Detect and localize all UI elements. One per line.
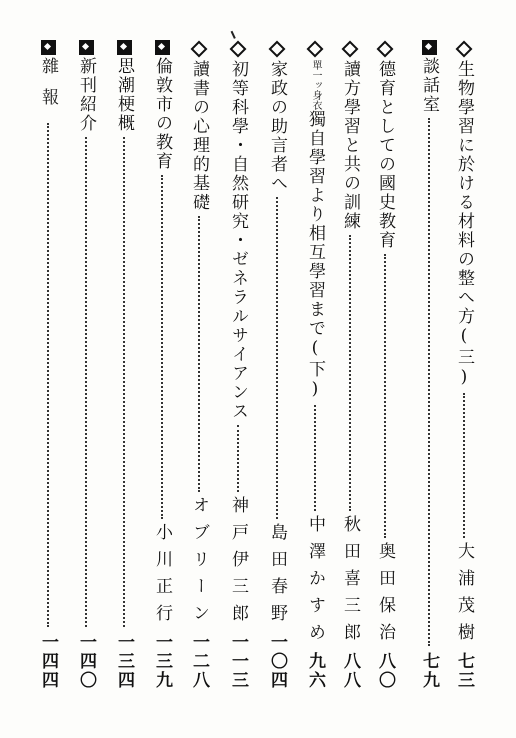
diamond-bullet-icon xyxy=(230,41,247,58)
entry-title: 家政の助言者へ xyxy=(267,60,287,193)
toc-entry xyxy=(338,40,362,690)
ink-mark xyxy=(231,29,240,39)
dotted-leader xyxy=(314,405,316,511)
diamond-bullet-icon xyxy=(191,41,208,58)
dotted-leader xyxy=(463,393,465,538)
entry-page-number: 一四四 xyxy=(38,633,58,690)
entry-page-number: 一〇四 xyxy=(267,633,287,690)
dotted-leader xyxy=(47,123,49,627)
entry-title: 思潮梗概 xyxy=(114,57,134,133)
entry-author: 大浦茂樹 xyxy=(454,542,474,650)
toc-entry xyxy=(150,40,174,690)
entry-author: 神戸伊三郎 xyxy=(228,496,248,631)
dotted-leader xyxy=(276,197,278,519)
entry-author: 島田春野 xyxy=(267,523,287,631)
entry-title: 初等科學・自然研究・ゼネラルサイアンス xyxy=(228,60,248,421)
entry-page-number: 八〇 xyxy=(375,652,395,690)
black-square-bullet-icon xyxy=(117,40,132,55)
entry-author: 秋田喜三郎 xyxy=(340,515,360,650)
entry-author: 奥田保治 xyxy=(375,542,395,650)
toc-entry xyxy=(112,40,136,690)
diamond-bullet-icon xyxy=(307,41,324,58)
dotted-leader xyxy=(428,118,430,646)
entry-page-number: 一四〇 xyxy=(76,633,96,690)
entry-title: 雜報 xyxy=(38,57,58,119)
entry-title: 獨自學習より相互學習まで(下) xyxy=(305,110,325,401)
toc-entry xyxy=(452,40,476,690)
toc-entry xyxy=(303,40,327,690)
dotted-leader xyxy=(384,254,386,538)
dotted-leader xyxy=(349,235,351,511)
entry-page-number: 七九 xyxy=(419,652,439,690)
entry-page-number: 八八 xyxy=(340,652,360,690)
entry-title: 新刊紹介 xyxy=(76,57,96,133)
toc-entry xyxy=(373,40,397,690)
entry-page-number: 一一三 xyxy=(228,633,248,690)
dotted-leader xyxy=(237,425,239,492)
entry-page-number: 九六 xyxy=(305,652,325,690)
entry-page-number: 一三九 xyxy=(152,633,172,690)
entry-author: 小川正行 xyxy=(152,523,172,631)
dotted-leader xyxy=(198,216,200,492)
entry-title: 德育としての國史教育 xyxy=(375,60,395,250)
black-square-bullet-icon xyxy=(41,40,56,55)
toc-entry xyxy=(74,40,98,690)
diamond-bullet-icon xyxy=(269,41,286,58)
entry-title: 讀書の心理的基礎 xyxy=(189,60,209,212)
entry-author: 中澤かすめ xyxy=(305,515,325,650)
diamond-bullet-icon xyxy=(456,41,473,58)
entry-title: 生物學習に於ける材料の整へ方(三) xyxy=(454,60,474,389)
toc-entry xyxy=(226,40,250,690)
entry-author: オブリーン xyxy=(189,496,209,631)
black-square-bullet-icon xyxy=(422,40,437,55)
toc-entry xyxy=(417,40,441,690)
dotted-leader xyxy=(85,137,87,627)
dotted-leader xyxy=(123,137,125,627)
entry-page-number: 一二八 xyxy=(189,633,209,690)
black-square-bullet-icon xyxy=(155,40,170,55)
entry-title: 談話室 xyxy=(419,57,439,114)
diamond-bullet-icon xyxy=(342,41,359,58)
black-square-bullet-icon xyxy=(79,40,94,55)
dotted-leader xyxy=(161,175,163,519)
entry-page-number: 七三 xyxy=(454,652,474,690)
entry-title: 倫敦市の教育 xyxy=(152,57,172,171)
entry-prefix-note: 單一ッ身衣 xyxy=(310,60,321,110)
toc-entry xyxy=(36,40,60,690)
toc-entry xyxy=(187,40,211,690)
entry-title: 讀方學習と共の訓練 xyxy=(340,60,360,231)
toc-entry xyxy=(265,40,289,690)
diamond-bullet-icon xyxy=(377,41,394,58)
entry-page-number: 一三四 xyxy=(114,633,134,690)
